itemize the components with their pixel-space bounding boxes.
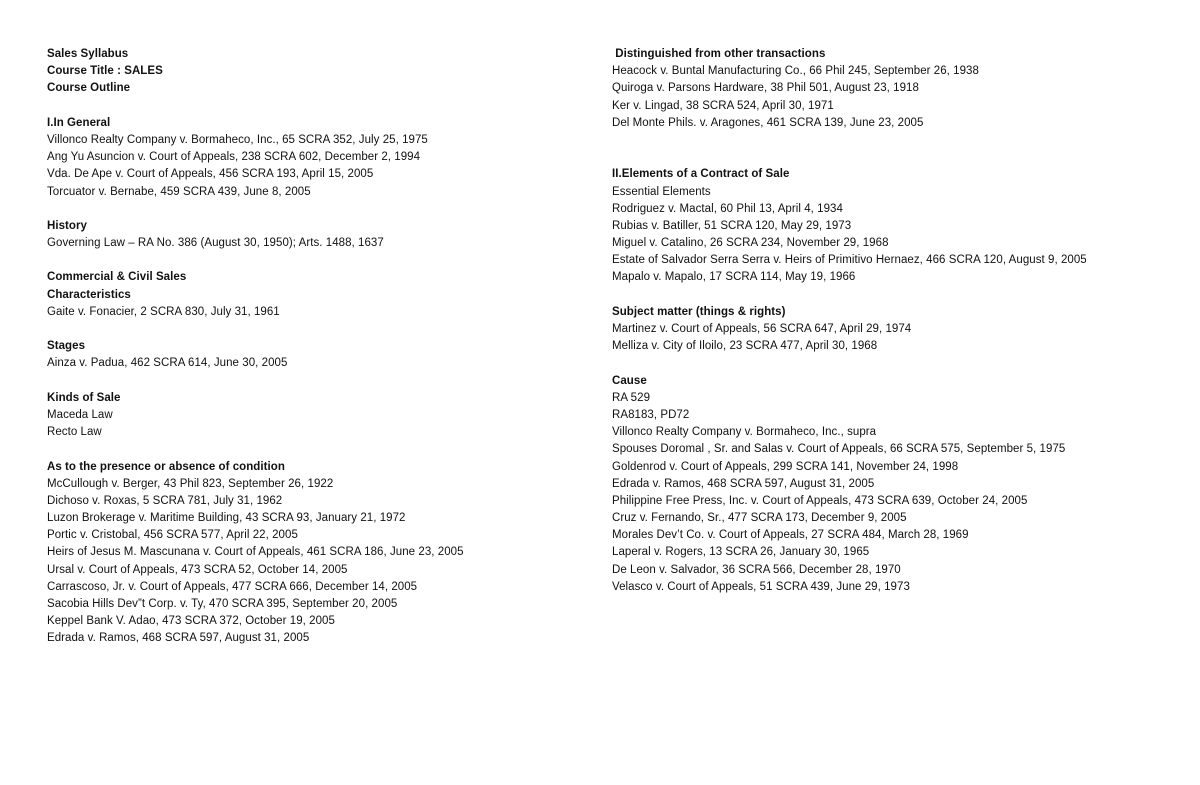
section-heading-condition: As to the presence or absence of condition [47, 460, 285, 473]
spacer [612, 287, 1172, 304]
case-citation: McCullough v. Berger, 43 Phil 823, September 26, 1922 [47, 477, 334, 490]
case-citation: Vda. De Ape v. Court of Appeals, 456 SCRA 193, April 15, 2005 [47, 168, 374, 181]
case-citation: De Leon v. Salvador, 36 SCRA 566, December 28, 1970 [612, 563, 901, 576]
case-citation: Carrascoso, Jr. v. Court of Appeals, 477 SCRA 666, December 14, 2005 [47, 580, 418, 593]
section-heading-kinds-of-sale: Kinds of Sale [47, 391, 121, 404]
subheading-essential-elements: Essential Elements [612, 185, 711, 198]
case-citation: Miguel v. Catalino, 26 SCRA 234, November 29, 1968 [612, 237, 889, 250]
governing-law-line: Governing Law – RA No. 386 (August 30, 1950); Arts. 1488, 1637 [47, 237, 384, 250]
case-citation: Heacock v. Buntal Manufacturing Co., 66 Phil 245, September 26, 1938 [612, 65, 979, 78]
case-citation: Estate of Salvador Serra Serra v. Heirs of Primitivo Hernaez, 466 SCRA 120, August 9, 2005 [612, 254, 1087, 267]
section-heading-distinguished: Distinguished from other transactions [612, 48, 826, 60]
case-citation: Villonco Realty Company v. Bormaheco, Inc., supra [612, 426, 877, 439]
case-citation: Gaite v. Fonacier, 2 SCRA 830, July 31, 1961 [47, 305, 280, 318]
case-citation: Mapalo v. Mapalo, 17 SCRA 114, May 19, 1966 [612, 271, 856, 284]
section-heading-subject-matter: Subject matter (things & rights) [612, 305, 786, 318]
left-column [47, 46, 587, 648]
case-citation: Heirs of Jesus M. Mascunana v. Court of Appeals, 461 SCRA 186, June 23, 2005 [47, 546, 464, 559]
case-citation: Portic v. Cristobal, 456 SCRA 577, April 22, 2005 [47, 529, 298, 542]
section-heading-in-general: I.In General [47, 116, 111, 129]
law-item: Recto Law [47, 426, 102, 439]
section-heading-stages: Stages [47, 340, 86, 353]
case-citation: Rubias v. Batiller, 51 SCRA 120, May 29, 1973 [612, 219, 852, 232]
case-citation: Quiroga v. Parsons Hardware, 38 Phil 501, August 23, 1918 [612, 82, 919, 95]
spacer [47, 252, 587, 269]
spacer [612, 132, 1172, 166]
spacer [47, 441, 587, 458]
case-citation: Villonco Realty Company v. Bormaheco, Inc., 65 SCRA 352, July 25, 1975 [47, 133, 428, 146]
spacer [47, 373, 587, 390]
case-citation: Rodriguez v. Mactal, 60 Phil 13, April 4, 1934 [612, 202, 843, 215]
case-citation: Cruz v. Fernando, Sr., 477 SCRA 173, December 9, 2005 [612, 512, 907, 525]
right-column [612, 46, 1172, 596]
law-item: RA 529 [612, 391, 651, 404]
law-item: RA8183, PD72 [612, 408, 690, 421]
case-citation: Ainza v. Padua, 462 SCRA 614, June 30, 2005 [47, 357, 288, 370]
spacer [612, 355, 1172, 372]
case-citation: Del Monte Phils. v. Aragones, 461 SCRA 139, June 23, 2005 [612, 116, 924, 129]
case-citation: Melliza v. City of Iloilo, 23 SCRA 477, April 30, 1968 [612, 340, 878, 353]
section-heading-elements: II.Elements of a Contract of Sale [612, 168, 790, 181]
subheading-characteristics: Characteristics [47, 288, 131, 301]
case-citation: Spouses Doromal , Sr. and Salas v. Court of Appeals, 66 SCRA 575, September 5, 1975 [612, 443, 1066, 456]
case-citation: Ang Yu Asuncion v. Court of Appeals, 238 SCRA 602, December 2, 1994 [47, 151, 421, 164]
law-item: Maceda Law [47, 408, 113, 421]
case-citation: Martinez v. Court of Appeals, 56 SCRA 647, April 29, 1974 [612, 323, 912, 336]
case-citation: Sacobia Hills Dev”t Corp. v. Ty, 470 SCRA 395, September 20, 2005 [47, 598, 398, 610]
case-citation: Keppel Bank V. Adao, 473 SCRA 372, October 19, 2005 [47, 615, 335, 628]
case-citation: Philippine Free Press, Inc. v. Court of Appeals, 473 SCRA 639, October 24, 2005 [612, 494, 1028, 507]
spacer [47, 98, 587, 115]
case-citation: Edrada v. Ramos, 468 SCRA 597, August 31, 2005 [612, 477, 875, 490]
case-citation: Ker v. Lingad, 38 SCRA 524, April 30, 1971 [612, 99, 834, 112]
case-citation: Ursal v. Court of Appeals, 473 SCRA 52, October 14, 2005 [47, 563, 348, 576]
case-citation: Torcuator v. Bernabe, 459 SCRA 439, June 8, 2005 [47, 185, 311, 198]
case-citation: Morales Dev’t Co. v. Court of Appeals, 27 SCRA 484, March 28, 1969 [612, 529, 969, 542]
case-citation: Edrada v. Ramos, 468 SCRA 597, August 31, 2005 [47, 632, 310, 645]
section-heading-commercial-civil: Commercial & Civil Sales [47, 271, 187, 284]
case-citation: Laperal v. Rogers, 13 SCRA 26, January 30, 1965 [612, 546, 870, 559]
course-title: Course Title : SALES [47, 65, 163, 78]
section-heading-history: History [47, 219, 87, 232]
course-outline: Course Outline [47, 82, 131, 95]
case-citation: Goldenrod v. Court of Appeals, 299 SCRA 141, November 24, 1998 [612, 460, 959, 473]
section-heading-cause: Cause [612, 374, 647, 387]
case-citation: Dichoso v. Roxas, 5 SCRA 781, July 31, 1962 [47, 494, 283, 507]
case-citation: Luzon Brokerage v. Maritime Building, 43 SCRA 93, January 21, 1972 [47, 512, 406, 525]
case-citation: Velasco v. Court of Appeals, 51 SCRA 439, June 29, 1973 [612, 580, 910, 593]
spacer [47, 321, 587, 338]
syllabus-title: Sales Syllabus [47, 48, 129, 60]
spacer [47, 201, 587, 218]
